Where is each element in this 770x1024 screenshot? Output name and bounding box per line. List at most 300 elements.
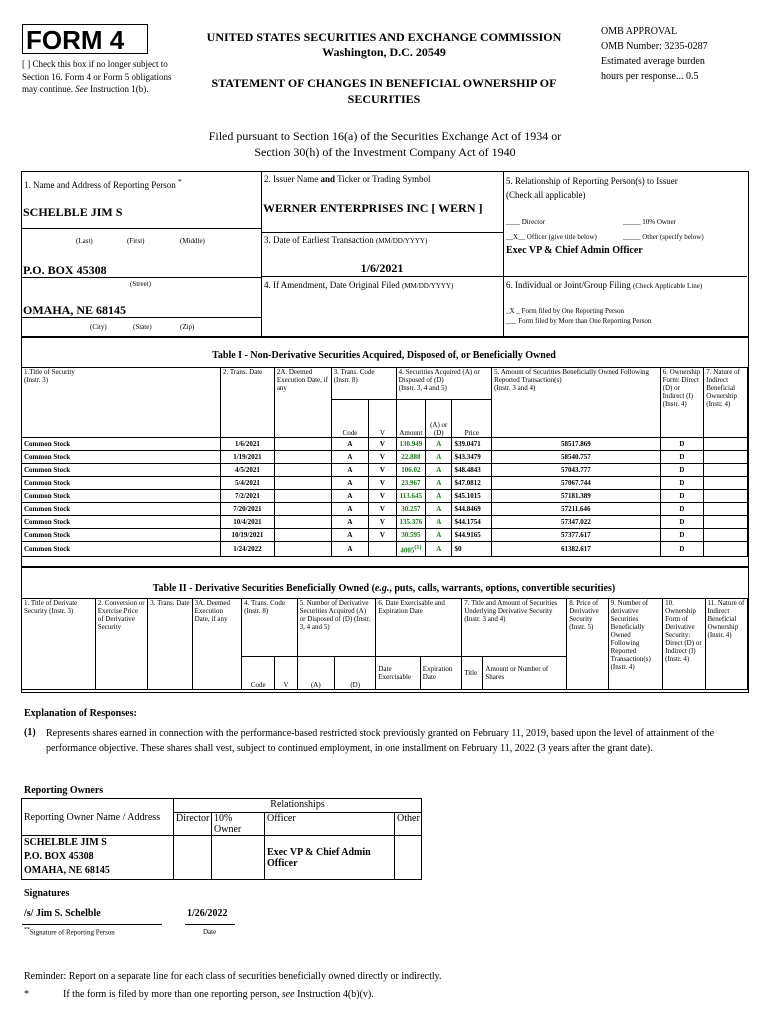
t1-owned-value: 57347.022 xyxy=(560,518,591,526)
t1-price xyxy=(452,542,492,557)
signature-date: 1/26/2022 xyxy=(187,908,228,919)
owners-h-officer: Officer xyxy=(265,813,395,836)
t1-security-value: Common Stock xyxy=(24,545,71,554)
t1-deemed xyxy=(274,490,331,503)
signatures-title: Signatures xyxy=(24,888,70,899)
t1-owned xyxy=(492,490,661,503)
t1-owned-value: 57067.744 xyxy=(560,479,591,487)
t2-h3a: 3A. Deemed Execution Date, if any xyxy=(192,599,241,690)
t1-deemed xyxy=(274,451,331,464)
box2-label-b: Ticker or Trading Symbol xyxy=(335,174,431,184)
table1-title: Table I - Non-Derivative Securities Acquired, Disposed of, or Beneficially Owned xyxy=(212,350,556,361)
t1-price xyxy=(452,438,492,451)
t1-h-owned-text: 5. Amount of Securities Beneficially Owned Following Reported Transaction(s) xyxy=(494,368,650,384)
t1-amount-value: 106.02 xyxy=(401,466,421,474)
footnote-star: * xyxy=(24,989,29,1000)
t1-form xyxy=(660,438,704,451)
label-street: (Street) xyxy=(130,280,151,288)
t1-h-code-instr: (Instr. 8) xyxy=(333,376,358,384)
check-box-text: [ ] Check this box if no longer subject to Section 16. Form 4 or Form 5 obligations may continue. xyxy=(22,59,172,94)
t1-amount-value: 4005 xyxy=(400,546,415,555)
t1-nature xyxy=(704,542,748,557)
t1-date xyxy=(221,490,275,503)
t1-amount xyxy=(396,464,425,477)
t1-owned xyxy=(492,438,661,451)
rel-10pct-owner: _____ 10% Owner xyxy=(623,218,676,226)
explanation-title: Explanation of Responses: xyxy=(24,708,137,719)
signature-label xyxy=(24,927,115,936)
t1-owned-value: 57181.389 xyxy=(560,492,591,500)
t1-h-sub-amount: Amount xyxy=(396,400,425,438)
t2-s-title: Title xyxy=(462,657,483,690)
t1-amount-value: 130.949 xyxy=(399,440,423,448)
t1-date xyxy=(221,542,275,557)
t2-s-d: (D) xyxy=(334,657,375,690)
t1-h-title-text: 1.Title of Security xyxy=(24,368,75,376)
t1-h-title-instr: (Instr. 3) xyxy=(24,376,49,384)
owner-addr2: OMAHA, NE 68145 xyxy=(24,865,110,876)
owner-10pct-cell xyxy=(212,836,265,880)
t1-form xyxy=(660,464,704,477)
t1-amount-value: 23.967 xyxy=(401,479,421,487)
t1-form-value: D xyxy=(679,466,685,474)
t1-amount-value: 113.645 xyxy=(399,492,423,500)
t1-code-value: A xyxy=(347,479,353,487)
box2-label-a: 2. Issuer Name xyxy=(264,174,321,184)
table-row xyxy=(22,542,748,557)
t1-security-value: Common Stock xyxy=(24,531,71,539)
t2-s-a: (A) xyxy=(297,657,334,690)
box5-label-text: 5. Relationship of Reporting Person(s) to Issuer xyxy=(506,176,678,186)
t1-h-sub-aord: (A) or (D) xyxy=(426,400,452,438)
box3-label-text: 3. Date of Earliest Transaction xyxy=(264,235,374,245)
owner-officer-title: Exec VP & Chief Admin Officer xyxy=(265,836,395,880)
t1-security xyxy=(22,529,221,542)
box1-label-text: 1. Name and Address of Reporting Person xyxy=(24,180,176,190)
check-box-note xyxy=(22,58,172,96)
filed-line-1: Filed pursuant to Section 16(a) of the Securities Exchange Act of 1934 or xyxy=(208,129,562,143)
city-value: OMAHA, NE 68145 xyxy=(23,303,126,317)
t1-h-sub-code: Code xyxy=(331,400,369,438)
label-first: (First) xyxy=(127,237,145,245)
t1-v-value: V xyxy=(379,453,385,461)
t1-deemed xyxy=(274,503,331,516)
t1-h-owned-after xyxy=(492,368,661,438)
t1-h-code xyxy=(331,368,396,400)
t1-deemed xyxy=(274,529,331,542)
reminder-text: Reminder: Report on a separate line for each class of securities beneficially owned directly or indirectly. xyxy=(24,971,442,982)
t1-security xyxy=(22,477,221,490)
t1-aord-value: A xyxy=(436,453,442,461)
t1-v-value: V xyxy=(379,531,385,539)
t1-security-value: Common Stock xyxy=(24,492,71,500)
t1-form xyxy=(660,477,704,490)
t1-date-value: 1/6/2021 xyxy=(234,440,260,448)
t1-price-value: $48.4843 xyxy=(454,466,481,474)
t1-nature xyxy=(704,529,748,542)
t1-h-deemed: 2A. Deemed Execution Date, if any xyxy=(274,368,331,438)
label-city: (City) xyxy=(90,323,107,331)
box3-format: (MM/DD/YYYY) xyxy=(375,237,428,245)
t1-nature xyxy=(704,451,748,464)
t2-h7: 7. Title and Amount of Securities Underlying Derivative Security (Instr. 3 and 4) xyxy=(462,599,567,657)
t1-code-value: A xyxy=(347,466,353,474)
t1-date xyxy=(221,464,275,477)
table-row xyxy=(22,503,748,516)
omb-box xyxy=(601,24,766,84)
t1-owned xyxy=(492,529,661,542)
footnote-note-see: see xyxy=(281,989,295,1000)
date-line xyxy=(185,924,235,925)
t1-security-value: Common Stock xyxy=(24,518,71,526)
t1-form-value: D xyxy=(679,505,685,513)
t1-nature xyxy=(704,477,748,490)
box5-label xyxy=(506,174,746,202)
t1-v xyxy=(369,438,396,451)
box6-label xyxy=(506,280,702,290)
t1-price xyxy=(452,477,492,490)
t1-aord xyxy=(426,451,452,464)
t1-amount-footnote: (1) xyxy=(414,545,422,551)
signature-label-mark: ** xyxy=(24,927,30,933)
t1-aord xyxy=(426,516,452,529)
t1-security-value: Common Stock xyxy=(24,479,71,487)
t1-h-sub-price: Price xyxy=(452,400,492,438)
t2-h10: 10. Ownership Form of Derivative Security: Direct (D) or Indirect (I) (Instr. 4) xyxy=(663,599,705,690)
t2-h2: 2. Conversion or Exercise Price of Derivative Security xyxy=(95,599,148,690)
t1-h-sub-v: V xyxy=(369,400,396,438)
t1-aord xyxy=(426,438,452,451)
t1-code-value: A xyxy=(347,505,353,513)
label-last: (Last) xyxy=(76,237,93,245)
t1-code xyxy=(331,490,369,503)
t2-h5: 5. Number of Derivative Securities Acquired (A) or Disposed of (D) (Instr. 3, 4 and 5) xyxy=(297,599,376,657)
t1-price xyxy=(452,529,492,542)
t1-nature xyxy=(704,516,748,529)
t1-v xyxy=(369,503,396,516)
t1-form-value: D xyxy=(679,531,685,539)
t1-amount-value: 30.595 xyxy=(401,531,421,539)
t1-code xyxy=(331,503,369,516)
t1-price-value: $39.0471 xyxy=(454,440,481,448)
t1-deemed xyxy=(274,542,331,557)
t1-date-value: 5/4/2021 xyxy=(234,479,260,487)
t1-security-value: Common Stock xyxy=(24,453,71,461)
table-row xyxy=(22,438,748,451)
t1-owned-value: 57377.617 xyxy=(560,531,591,539)
t1-v-value: V xyxy=(379,518,385,526)
table2-title xyxy=(21,583,747,594)
t1-code xyxy=(331,529,369,542)
t1-code xyxy=(331,477,369,490)
t1-date-value: 4/5/2021 xyxy=(234,466,260,474)
reporting-person-name: SCHELBLE JIM S xyxy=(23,205,123,219)
owners-h-relationships: Relationships xyxy=(174,799,422,813)
label-zip: (Zip) xyxy=(180,323,195,331)
t1-amount xyxy=(396,529,425,542)
box4-format: (MM/DD/YYYY) xyxy=(401,282,454,290)
signature-name: /s/ Jim S. Schelble xyxy=(24,908,101,919)
t1-date xyxy=(221,503,275,516)
box6-label-sub: (Check Applicable Line) xyxy=(633,282,703,290)
t1-h-acquired-instr: (Instr. 3, 4 and 5) xyxy=(398,384,447,392)
t1-date-value: 7/2/2021 xyxy=(234,492,260,500)
t1-code xyxy=(331,464,369,477)
t1-amount xyxy=(396,542,425,557)
t1-price-value: $43.3479 xyxy=(454,453,481,461)
t1-date xyxy=(221,438,275,451)
t1-form xyxy=(660,451,704,464)
t1-amount xyxy=(396,438,425,451)
t1-security xyxy=(22,438,221,451)
footnote-note-b: Instruction 4(b)(v). xyxy=(294,989,374,1000)
divider xyxy=(503,171,504,336)
label-middle: (Middle) xyxy=(180,237,205,245)
t1-h-acquired xyxy=(396,368,491,400)
table2-title-a: Table II - Derivative Securities Beneficially Owned ( xyxy=(152,583,375,594)
name-underline xyxy=(22,228,261,229)
check-box-see: See xyxy=(75,84,88,94)
t1-amount-value: 135.376 xyxy=(399,518,423,526)
divider xyxy=(261,171,262,336)
filing-one-person: _X _ Form filed by One Reporting Person xyxy=(506,307,625,315)
issuer-name: WERNER ENTERPRISES INC [ WERN ] xyxy=(263,201,483,215)
t1-date xyxy=(221,451,275,464)
t2-s-amount: Amount or Number of Shares xyxy=(483,657,567,690)
box4-label-text: 4. If Amendment, Date Original Filed xyxy=(264,280,400,290)
omb-burden: Estimated average burden xyxy=(601,56,705,67)
t1-v-value: V xyxy=(379,505,385,513)
t1-v-value: V xyxy=(379,466,385,474)
t1-code-value: A xyxy=(347,518,353,526)
rel-director: ____ Director xyxy=(506,218,546,226)
t1-aord xyxy=(426,529,452,542)
t1-aord xyxy=(426,503,452,516)
street-underline xyxy=(22,277,261,278)
t1-aord-value: A xyxy=(436,545,442,554)
t1-h-form: 6. Ownership Form: Direct (D) or Indirect (I) (Instr. 4) xyxy=(660,368,704,438)
earliest-transaction-date: 1/6/2021 xyxy=(360,261,404,275)
t1-form-value: D xyxy=(679,453,685,461)
t1-security-value: Common Stock xyxy=(24,505,71,513)
divider xyxy=(261,232,503,233)
t1-v xyxy=(369,516,396,529)
t1-code-value: A xyxy=(347,531,353,539)
t1-code-value: A xyxy=(347,453,353,461)
t2-h1: 1. Title of Derivate Security (Instr. 3) xyxy=(22,599,96,690)
t1-form xyxy=(660,542,704,557)
owners-h-name: Reporting Owner Name / Address xyxy=(22,799,174,836)
footnote-note-a: If the form is filed by more than one reporting person, xyxy=(63,989,280,1000)
t1-owned-value: 58517.869 xyxy=(560,440,591,448)
t2-s-expiration: Expiration Date xyxy=(420,657,461,690)
t1-aord-value: A xyxy=(436,531,442,539)
t1-nature xyxy=(704,438,748,451)
t1-code xyxy=(331,516,369,529)
t1-v xyxy=(369,464,396,477)
t1-nature xyxy=(704,503,748,516)
t1-aord-value: A xyxy=(436,440,442,448)
owners-h-director: Director xyxy=(174,813,212,836)
t1-deemed xyxy=(274,477,331,490)
t1-h-date: 2. Trans. Date xyxy=(221,368,275,438)
t1-owned-value: 61382.617 xyxy=(560,545,591,554)
t2-h11: 11. Nature of Indirect Beneficial Ownership (Instr. 4) xyxy=(705,599,748,690)
t1-owned-value: 57211.646 xyxy=(561,505,591,513)
t1-date-value: 10/19/2021 xyxy=(231,531,264,539)
t1-price-value: $44.9165 xyxy=(454,531,481,539)
box1-footnote: * xyxy=(177,177,182,186)
t1-v xyxy=(369,542,396,557)
officer-title: Exec VP & Chief Admin Officer xyxy=(506,245,643,256)
filing-more-persons: ___ Form filed by More than One Reporting Person xyxy=(506,317,652,325)
table-row xyxy=(22,477,748,490)
filed-line-2: Section 30(h) of the Investment Company Act of 1940 xyxy=(254,145,516,159)
t1-code-value: A xyxy=(347,545,353,554)
t1-price xyxy=(452,464,492,477)
form-title: FORM 4 xyxy=(22,24,148,54)
statement-title: STATEMENT OF CHANGES IN BENEFICIAL OWNERSHIP OF SECURITIES xyxy=(211,76,557,106)
t1-aord xyxy=(426,542,452,557)
t1-date xyxy=(221,477,275,490)
t1-aord-value: A xyxy=(436,479,442,487)
t1-date-value: 1/19/2021 xyxy=(233,453,262,461)
rel-officer: __X__ Officer (give title below) xyxy=(506,233,597,241)
t2-s-exercisable: Date Exercisable xyxy=(376,657,420,690)
t1-aord-value: A xyxy=(436,518,442,526)
owners-h-10pct: 10% Owner xyxy=(212,813,265,836)
t2-h4: 4. Trans. Code (Instr. 8) xyxy=(242,599,298,657)
t1-h-owned-instr: (Instr. 3 and 4) xyxy=(494,384,536,392)
t1-price xyxy=(452,451,492,464)
signature-label-text: Signature of Reporting Person xyxy=(29,928,115,937)
explanation-num: (1) xyxy=(24,727,36,738)
table-row xyxy=(22,464,748,477)
t1-deemed xyxy=(274,516,331,529)
t1-aord-value: A xyxy=(436,466,442,474)
footnote-note xyxy=(63,989,374,1000)
t1-owned xyxy=(492,542,661,557)
t2-h8: 8. Price of Derivative Security (Instr. 5) xyxy=(567,599,608,690)
t1-security-value: Common Stock xyxy=(24,440,71,448)
t1-security xyxy=(22,490,221,503)
t1-price-value: $44.1754 xyxy=(454,518,481,526)
t1-security xyxy=(22,503,221,516)
filed-pursuant xyxy=(100,128,670,160)
t1-code-value: A xyxy=(347,492,353,500)
t1-amount-value: 22.888 xyxy=(401,453,421,461)
owner-address xyxy=(22,836,174,880)
t1-price xyxy=(452,516,492,529)
rel-other: _____ Other (specify below) xyxy=(623,233,704,241)
explanation-text: Represents shares earned in connection with the performance-based restricted stock previously granted on February 11, 2019, based upon the level of attainment of the performance objective. These shares shall vest, subject to continued employment, in one installment on February 11, 2022 (3 years after the grant date). xyxy=(46,728,715,754)
t1-form-value: D xyxy=(679,518,685,526)
t1-owned xyxy=(492,503,661,516)
t1-form-value: D xyxy=(679,440,685,448)
owner-other-cell xyxy=(395,836,422,880)
t1-price-value: $44.8469 xyxy=(454,505,481,513)
table-row xyxy=(22,451,748,464)
t1-owned xyxy=(492,477,661,490)
t1-price xyxy=(452,490,492,503)
t1-v xyxy=(369,529,396,542)
t1-security xyxy=(22,464,221,477)
city-underline xyxy=(22,317,261,318)
box6-label-text: 6. Individual or Joint/Group Filing xyxy=(506,280,631,290)
box1-label xyxy=(24,177,182,190)
table2 xyxy=(21,598,748,690)
t1-h-nature: 7. Nature of Indirect Beneficial Ownership (Instr. 4) xyxy=(704,368,748,438)
divider xyxy=(261,276,747,277)
agency-city: Washington, D.C. 20549 xyxy=(322,45,446,59)
t1-form xyxy=(660,529,704,542)
t1-form xyxy=(660,490,704,503)
t1-deemed xyxy=(274,438,331,451)
box2-label-and: and xyxy=(320,174,335,184)
agency-name: UNITED STATES SECURITIES AND EXCHANGE COMMISSION xyxy=(206,30,562,44)
t1-aord-value: A xyxy=(436,505,442,513)
t1-code-value: A xyxy=(347,440,353,448)
t1-amount xyxy=(396,503,425,516)
t1-date xyxy=(221,516,275,529)
t1-security xyxy=(22,516,221,529)
table-row xyxy=(22,529,748,542)
label-state: (State) xyxy=(133,323,152,331)
t1-amount xyxy=(396,451,425,464)
signature-line xyxy=(22,924,162,925)
t1-date-value: 1/24/2022 xyxy=(233,545,262,554)
owner-name: SCHELBLE JIM S xyxy=(24,837,107,848)
t1-h-code-text: 3. Trans. Code xyxy=(333,368,375,376)
t1-security xyxy=(22,542,221,557)
t1-v-value: V xyxy=(379,492,385,500)
t1-owned-value: 58540.757 xyxy=(560,453,591,461)
owners-h-other: Other xyxy=(395,813,422,836)
t1-v xyxy=(369,451,396,464)
t2-h6: 6. Date Exercisable and Expiration Date xyxy=(376,599,462,657)
t1-security-value: Common Stock xyxy=(24,466,71,474)
t2-s-code: Code xyxy=(242,657,275,690)
t1-owned xyxy=(492,464,661,477)
t1-code xyxy=(331,438,369,451)
t1-date-value: 10/4/2021 xyxy=(233,518,262,526)
t1-h-acquired-text: 4. Securities Acquired (A) or Disposed of (D) xyxy=(398,368,480,384)
omb-title: OMB APPROVAL xyxy=(601,26,678,37)
t1-form xyxy=(660,516,704,529)
table-row xyxy=(22,490,748,503)
owner-addr1: P.O. BOX 45308 xyxy=(24,851,94,862)
t1-v xyxy=(369,490,396,503)
t2-s-v: V xyxy=(275,657,297,690)
t1-nature xyxy=(704,490,748,503)
t1-price xyxy=(452,503,492,516)
table2-title-b: , puts, calls, warrants, options, convertible securities) xyxy=(389,583,616,594)
t1-aord xyxy=(426,464,452,477)
box2-label xyxy=(264,174,431,184)
table2-title-eg: e.g. xyxy=(374,583,390,594)
t1-date-value: 7/20/2021 xyxy=(233,505,262,513)
t1-deemed xyxy=(274,464,331,477)
t1-price-value: $47.0812 xyxy=(454,479,481,487)
t1-price-value: $0 xyxy=(454,545,462,554)
t1-code xyxy=(331,451,369,464)
t1-amount xyxy=(396,490,425,503)
t1-owned-value: 57043.777 xyxy=(560,466,591,474)
box4-label xyxy=(264,280,453,290)
t1-code xyxy=(331,542,369,557)
table1-body xyxy=(22,438,748,557)
t1-aord xyxy=(426,477,452,490)
